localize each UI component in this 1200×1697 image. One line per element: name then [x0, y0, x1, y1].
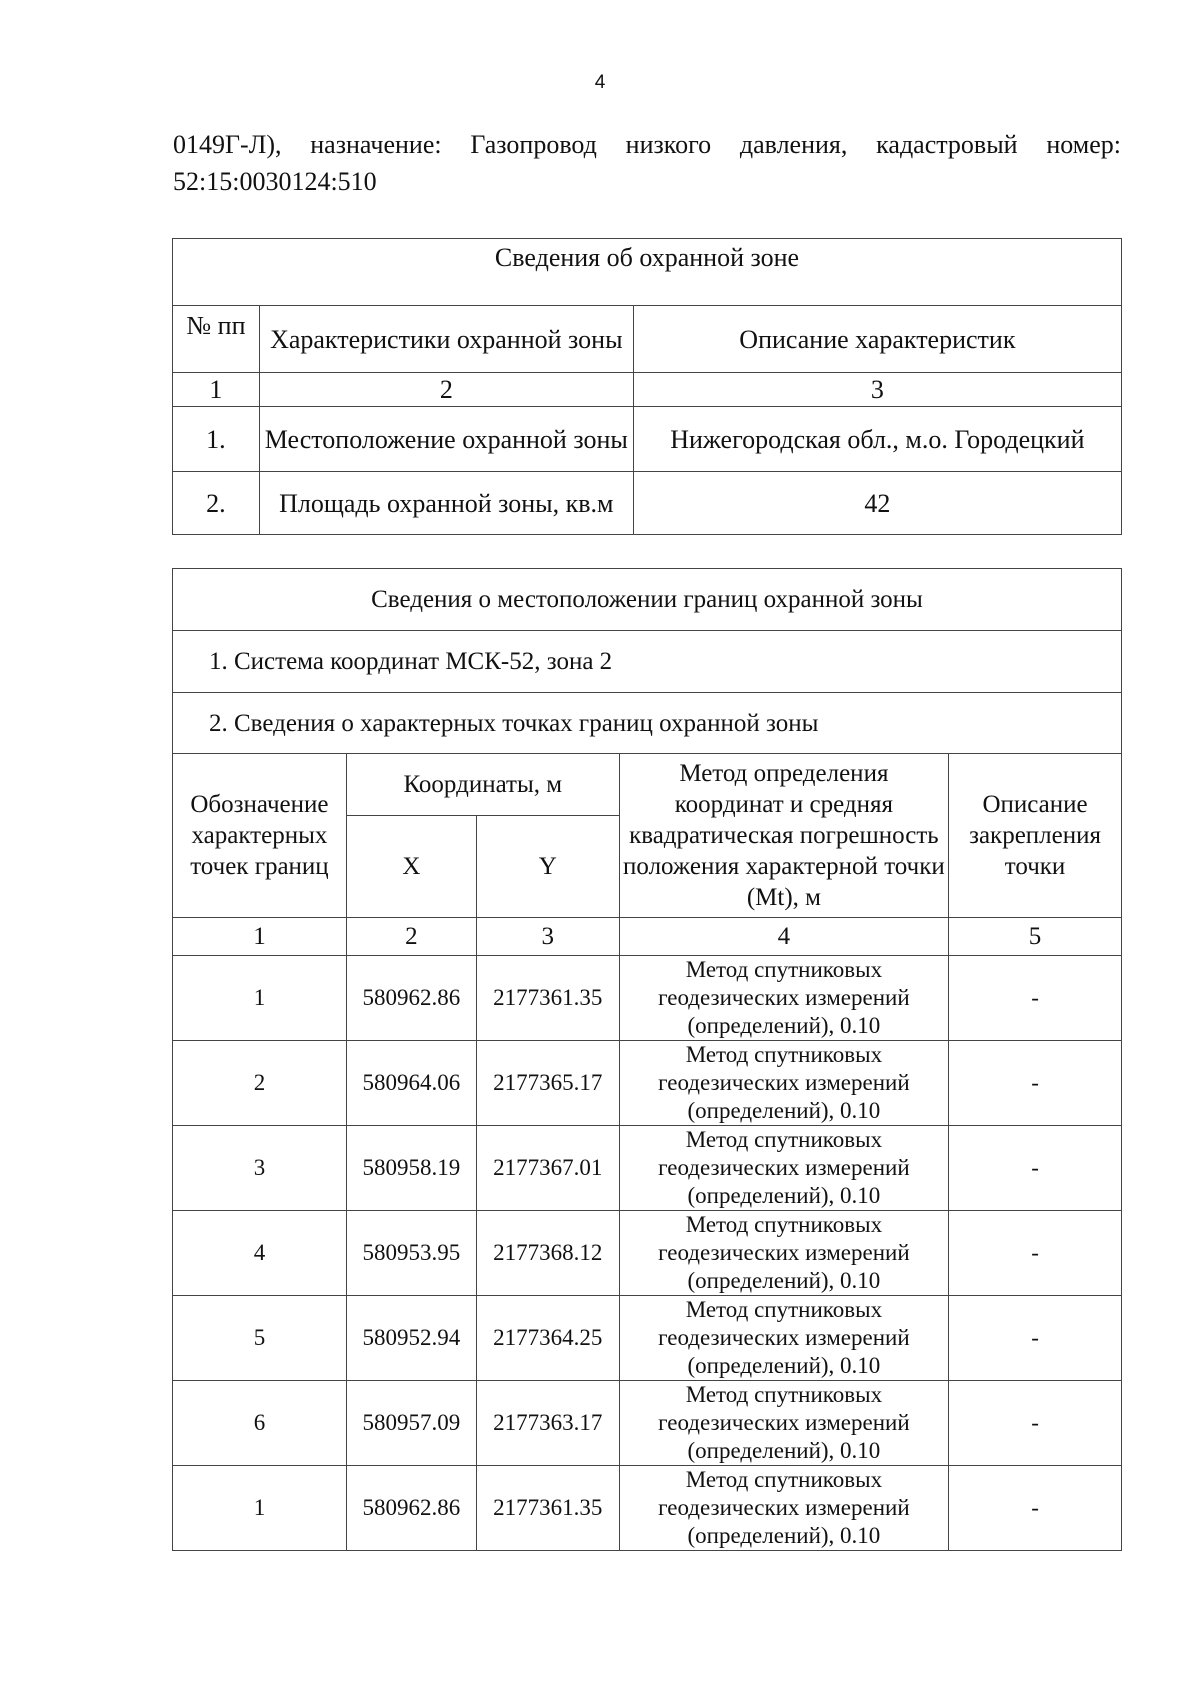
method: Метод спутниковых геодезических измерений (определений), 0.10 [619, 956, 948, 1041]
header-fixing: Описание закрепления точки [949, 754, 1122, 918]
row-description: Нижегородская обл., м.о. Городецкий [633, 407, 1121, 472]
point-id: 1 [173, 1466, 347, 1551]
point-id: 5 [173, 1296, 347, 1381]
column-number: 3 [633, 373, 1121, 407]
method: Метод спутниковых геодезических измерений (определений), 0.10 [619, 1211, 948, 1296]
fixing: - [949, 1041, 1122, 1126]
intro-paragraph [173, 126, 1121, 200]
intro-line-2: 52:15:0030124:510 [173, 167, 377, 196]
intro-line-1: 0149Г-Л), назначение: Газопровод низкого давления, кадастровый номер: [173, 130, 1121, 159]
column-number: 3 [476, 918, 619, 956]
table-row [173, 472, 1122, 535]
method: Метод спутниковых геодезических измерений (определений), 0.10 [619, 1296, 948, 1381]
boundaries-title: Сведения о местоположении границ охранной зоны [173, 569, 1122, 631]
row-number: 1. [173, 407, 260, 472]
point-id: 1 [173, 956, 347, 1041]
header-num: № пп [173, 306, 260, 373]
method: Метод спутниковых геодезических измерений (определений), 0.10 [619, 1041, 948, 1126]
fixing: - [949, 1126, 1122, 1211]
coord-x: 580962.86 [346, 956, 476, 1041]
column-number: 2 [259, 373, 633, 407]
coord-y: 2177365.17 [476, 1041, 619, 1126]
method: Метод спутниковых геодезических измерений (определений), 0.10 [619, 1381, 948, 1466]
row-number: 2. [173, 472, 260, 535]
point-id: 2 [173, 1041, 347, 1126]
fixing: - [949, 1296, 1122, 1381]
fixing: - [949, 1211, 1122, 1296]
header-point: Обозначение характерных точек границ [173, 754, 347, 918]
points-caption: 2. Сведения о характерных точках границ охранной зоны [173, 693, 1122, 754]
method: Метод спутниковых геодезических измерений (определений), 0.10 [619, 1466, 948, 1551]
table-row [173, 956, 1122, 1041]
header-description: Описание характеристик [633, 306, 1121, 373]
table-row [173, 1041, 1122, 1126]
point-id: 3 [173, 1126, 347, 1211]
row-characteristic: Местоположение охранной зоны [259, 407, 633, 472]
coord-x: 580957.09 [346, 1381, 476, 1466]
zone-info-table [172, 238, 1122, 535]
table-row [173, 1211, 1122, 1296]
fixing: - [949, 956, 1122, 1041]
coord-y: 2177364.25 [476, 1296, 619, 1381]
coord-x: 580958.19 [346, 1126, 476, 1211]
boundaries-table [172, 568, 1122, 1551]
page-number: 4 [594, 72, 606, 93]
fixing: - [949, 1381, 1122, 1466]
coord-x: 580953.95 [346, 1211, 476, 1296]
table-row [173, 407, 1122, 472]
header-y: Y [476, 816, 619, 918]
coord-y: 2177361.35 [476, 956, 619, 1041]
coord-x: 580952.94 [346, 1296, 476, 1381]
column-number: 1 [173, 918, 347, 956]
point-id: 4 [173, 1211, 347, 1296]
column-number: 2 [346, 918, 476, 956]
coord-y: 2177368.12 [476, 1211, 619, 1296]
coord-y: 2177367.01 [476, 1126, 619, 1211]
table-row [173, 1126, 1122, 1211]
method: Метод спутниковых геодезических измерений (определений), 0.10 [619, 1126, 948, 1211]
coord-x: 580962.86 [346, 1466, 476, 1551]
row-description: 42 [633, 472, 1121, 535]
coordinate-system: 1. Система координат МСК-52, зона 2 [173, 631, 1122, 693]
table-row [173, 1466, 1122, 1551]
header-coordinates: Координаты, м [346, 754, 619, 816]
fixing: - [949, 1466, 1122, 1551]
row-characteristic: Площадь охранной зоны, кв.м [259, 472, 633, 535]
coord-y: 2177361.35 [476, 1466, 619, 1551]
table-row [173, 1381, 1122, 1466]
column-number: 5 [949, 918, 1122, 956]
point-id: 6 [173, 1381, 347, 1466]
coord-y: 2177363.17 [476, 1381, 619, 1466]
column-number: 1 [173, 373, 260, 407]
column-number: 4 [619, 918, 948, 956]
header-x: X [346, 816, 476, 918]
coord-x: 580964.06 [346, 1041, 476, 1126]
header-characteristic: Характеристики охранной зоны [259, 306, 633, 373]
header-method: Метод определения координат и средняя квадратическая погрешность положения характерной точки (Mt), м [619, 754, 948, 918]
zone-info-title: Сведения об охранной зоне [173, 239, 1122, 306]
table-row [173, 1296, 1122, 1381]
